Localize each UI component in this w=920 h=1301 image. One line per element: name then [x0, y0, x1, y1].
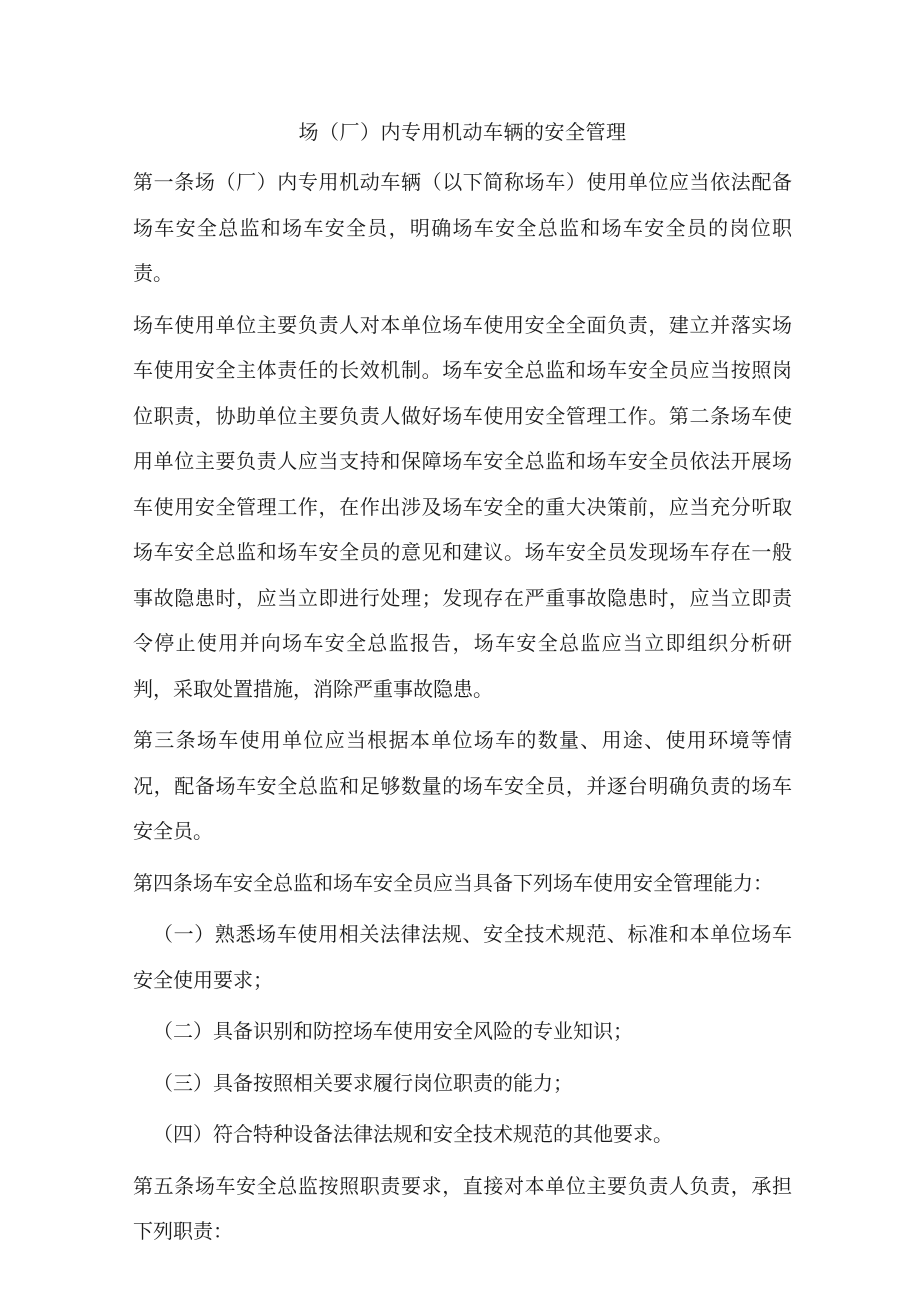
list-item: （二）具备识别和防控场车使用安全风险的专业知识； — [153, 1019, 633, 1043]
paragraph-article-5: 第五条场车安全总监按照职责要求，直接对本单位主要负责人负责，承担下列职责： — [133, 1173, 792, 1243]
list-item: （三）具备按照相关要求履行岗位职责的能力； — [153, 1070, 573, 1095]
document-title: 场（厂）内专用机动车辆的安全管理 — [298, 120, 627, 144]
paragraph-article-4: 第四条场车安全总监和场车安全员应当具备下列场车使用安全管理能力： — [133, 870, 773, 895]
paragraph-article-1: 第一条场（厂）内专用机动车辆（以下简称场车）使用单位应当依法配备场车安全总监和场车安全员，明确场车安全总监和场车安全员的岗位职责。 — [133, 170, 792, 285]
list-item: （四）符合特种设备法律法规和安全技术规范的其他要求。 — [153, 1122, 673, 1146]
list-item: （一）熟悉场车使用相关法律法规、安全技术规范、标准和本单位场车安全使用要求； — [133, 922, 792, 992]
paragraph-article-3: 第三条场车使用单位应当根据本单位场车的数量、用途、使用环境等情况，配备场车安全总监和足够数量的场车安全员，并逐台明确负责的场车安全员。 — [133, 728, 792, 843]
paragraph-article-1-2: 场车使用单位主要负责人对本单位场车使用安全全面负责，建立并落实场车使用安全主体责任的长效机制。场车安全总监和场车安全员应当按照岗位职责，协助单位主要负责人做好场车使用安全管理工作。第二条场车使用单位主要负责人应当支持和保障场车安全总监和场车安全员依法开展场车使用安全管理工作，在作出涉及场车安全的重大决策前，应当充分听取场车安全总监和场车安全员的意见和建议。场车安全员发现场车存在一般事故隐患时，应当立即进行处理；发现存在严重事故隐患时，应当立即责令停止使用并向场车安全总监报告，场车安全总监应当立即组织分析研判，采取处置措施，消除严重事故隐患。 — [133, 312, 792, 701]
